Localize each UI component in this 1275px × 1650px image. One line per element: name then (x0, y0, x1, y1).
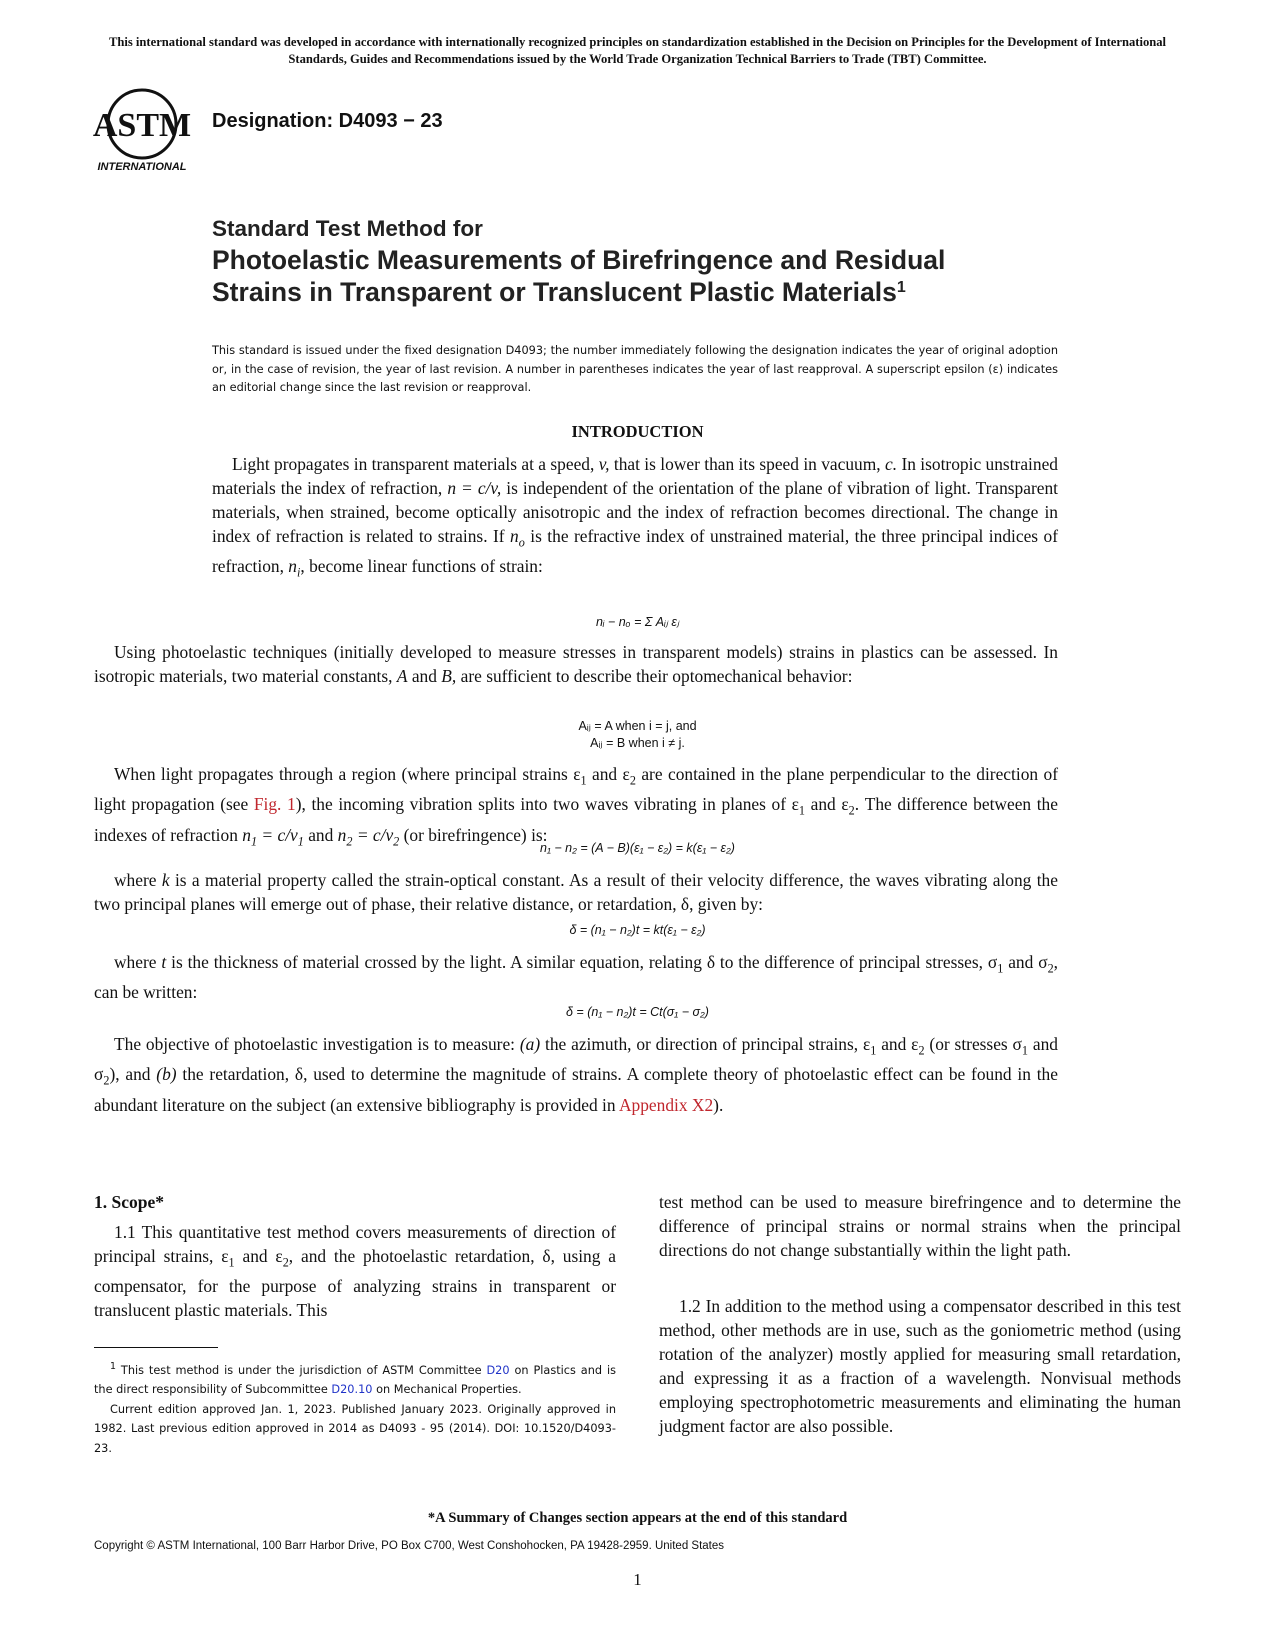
footnote-line-2: Current edition approved Jan. 1, 2023. Published January 2023. Originally approved in 1982. Last previous edition approved in 2014 as D4093 - 95 (2014). DOI: 10.1520/D4093-23. (94, 1402, 616, 1455)
intro-paragraph-3: When light propagates through a region (where principal strains $\varepsilon_1$ and $\varepsilon_2$ are contained in the plane perpendicular to the direction of light propagation (see Fig. 1), the incoming vibration splits into two waves vibrating in planes of $\varepsilon_1$ and $\varepsilon_2$. The difference between the indexes of refraction $n_1 = c/v_1$ and $n_2 = c/v_2$ (or birefringence) is: (94, 764, 1058, 849)
intro-paragraph-5: where t is the thickness of material crossed by the light. A similar equation, relating δ to the difference of principal stresses, $\sigma_1$ and $\sigma_2$, can be written: (94, 952, 1059, 1003)
issued-note: This standard is issued under the fixed designation D4093; the number immediately following the designation indicates the year of original adoption or, in the case of revision, the year of last revision. A number in parentheses indicates the year of last reapproval. A superscript epsilon (ε) indicates an editorial change since the last revision or reapproval. (212, 344, 1058, 394)
equation-2b: Aᵢⱼ = B when i ≠ j. (590, 736, 685, 750)
title-line-1: Standard Test Method for (212, 216, 483, 241)
equation-2a: Aᵢⱼ = A when i = j, and (578, 719, 697, 733)
title-footnote-mark: 1 (896, 279, 906, 296)
equation-5: δ = (n₁ − n₂)t = Ct(σ₁ − σ₂) (566, 1005, 709, 1019)
fig-1-link[interactable]: Fig. 1 (253, 794, 296, 815)
introduction-heading: INTRODUCTION (571, 422, 704, 441)
document-title (212, 214, 945, 308)
designation: Designation: D4093 − 23 (212, 110, 443, 132)
scope-paragraph-1-1: 1.1 This quantitative test method covers measurements of direction of principal strains, $\varepsilon_1$ and $\varepsilon_2$, and the photoelastic retardation, δ, using a compensator, for the purpose of analyzing strains in transparent or translucent plastic materials. This (94, 1222, 616, 1321)
intro-paragraph-1: Light propagates in transparent materials at a speed, v, that is lower than its speed in vacuum, c. In isotropic unstrained materials the index of refraction, n = c/v, is independent of the orientation of the plane of vibration of light. Transparent materials, when strained, become optically anisotropic and the index of refraction becomes directional. The change in index of refraction is related to strains. If $n_o$ is the refractive index of unstrained material, the three principal indices of refraction, $n_i$, become linear functions of strain: (212, 454, 1059, 580)
intro-paragraph-6: The objective of photoelastic investigation is to measure: (a) the azimuth, or direction of principal strains, $\varepsilon_1$ and $\varepsilon_2$ (or stresses $\sigma_1$ and $\sigma_2$), and (b) the retardation, δ, used to determine the magnitude of strains. A complete theory of photoelastic effect can be found in the abundant literature on the subject (an extensive bibliography is provided in Appendix X2). (94, 1034, 1058, 1115)
title-line-3: Strains in Transparent or Translucent Plastic Materials (212, 277, 897, 307)
page-number: 1 (633, 1570, 642, 1589)
summary-of-changes-note: *A Summary of Changes section appears at the end of this standard (427, 1510, 848, 1526)
equation-4: δ = (n₁ − n₂)t = kt(ε₁ − ε₂) (569, 923, 706, 937)
wto-notice: This international standard was developed in accordance with internationally recognized principles on standardization established in the Decision on Principles for the Development of International Standards, Guides and Recommendations issued by the World Trade Organization Technical Barriers to Trade (TBT) Committee. (108, 35, 1167, 66)
logo-letters: ASTM (92, 107, 192, 144)
intro-paragraph-4: where k is a material property called the strain-optical constant. As a result of their velocity difference, the waves vibrating along the two principal planes will emerge out of phase, their relative distance, or retardation, δ, given by: (94, 870, 1058, 914)
scope-heading: 1. Scope* (94, 1192, 164, 1212)
astm-logo (92, 84, 200, 174)
appendix-x2-link[interactable]: Appendix X2 (618, 1094, 714, 1115)
equation-3: n₁ − n₂ = (A − B)(ε₁ − ε₂) = k(ε₁ − ε₂) (540, 841, 735, 855)
title-line-2: Photoelastic Measurements of Birefringence and Residual (212, 245, 946, 275)
scope-paragraph-1-1-continued: test method can be used to measure birefringence and to determine the difference of principal strains or normal strains when the principal directions do not change substantially within the light path. (659, 1192, 1181, 1260)
copyright: Copyright © ASTM International, 100 Barr Harbor Drive, PO Box C700, West Conshohocken, PA 19428-2959. United States (94, 1540, 725, 1552)
footnote (94, 1357, 616, 1458)
equation-1: nᵢ − nₒ = Σ Aᵢⱼ εⱼ (595, 615, 680, 629)
footnote-line-1: $^1$ This test method is under the jurisdiction of ASTM Committee D20 on Plastics and is the direct responsibility of Subcommittee D20.10 on Mechanical Properties. (94, 1361, 616, 1397)
intro-paragraph-2: Using photoelastic techniques (initially developed to measure stresses in transparent models) strains in plastics can be assessed. In isotropic materials, two material constants, A and B, are sufficient to describe their optomechanical behavior: (94, 642, 1058, 686)
subcommittee-d20-10-link[interactable]: D20.10 (331, 1383, 373, 1397)
footnote-rule (94, 1347, 218, 1348)
committee-d20-link[interactable]: D20 (486, 1363, 510, 1377)
scope-paragraph-1-2: 1.2 In addition to the method using a compensator described in this test method, other methods are in use, such as the goniometric method (using rotation of the analyzer) mostly applied for measuring small retardation, and expressing it as a fraction of a wavelength. Nonvisual methods employing spectrophotometric measurements and eliminating the human judgment factor are also possible. (659, 1296, 1181, 1436)
logo-international: INTERNATIONAL (97, 161, 187, 173)
